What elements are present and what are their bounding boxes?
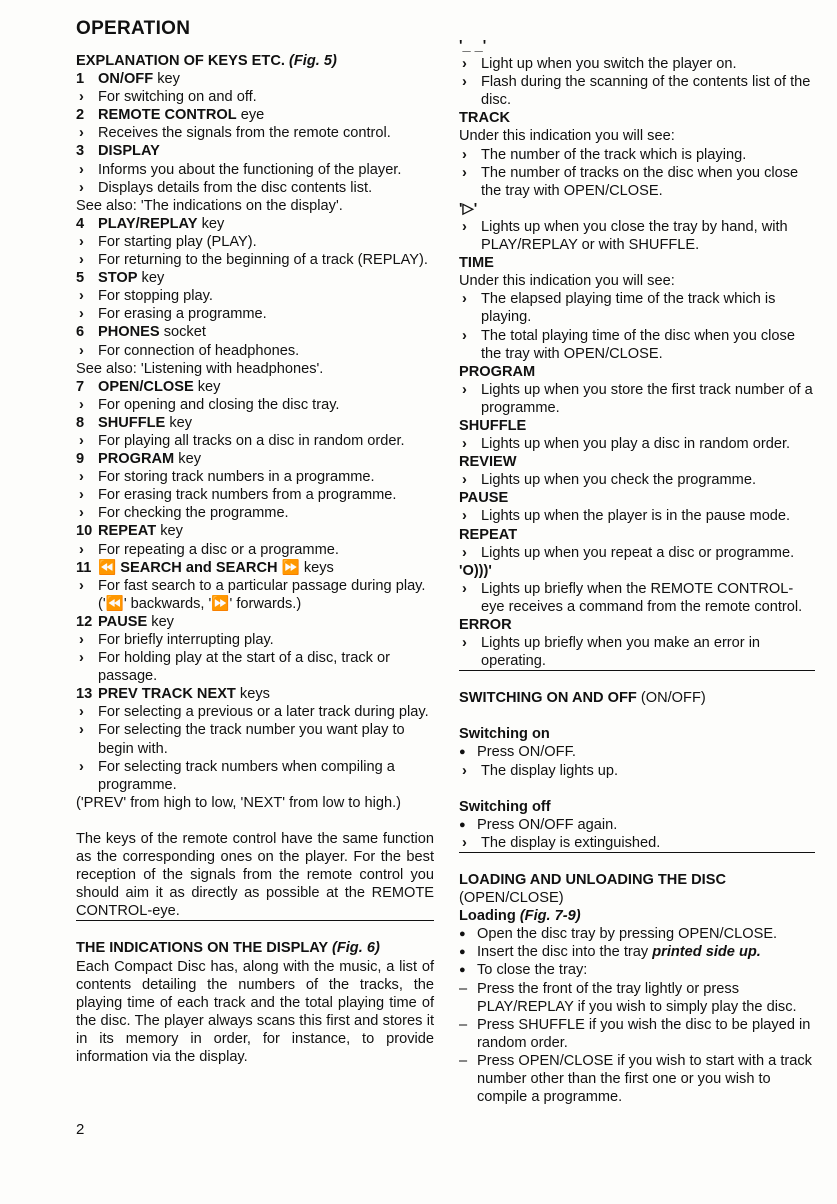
key-item	[76, 215, 434, 233]
indicator-label: REVIEW	[459, 454, 517, 471]
key-name: PREV TRACK NEXT	[98, 686, 236, 703]
page-title: OPERATION	[76, 18, 191, 39]
key-name: PHONES	[98, 324, 160, 341]
key-item	[76, 378, 434, 396]
keys-heading: EXPLANATION OF KEYS ETC. (Fig. 5)	[76, 53, 337, 69]
indicator-note: › Lights up when the player is in the pause mode.	[459, 507, 815, 525]
loading-dash-list	[459, 980, 815, 1107]
key-item	[76, 559, 434, 577]
key-number: 3	[76, 143, 85, 160]
key-item	[76, 70, 434, 88]
indicator-note: › Lights up when you store the first track number of a programme.	[459, 381, 815, 417]
switching-heading: SWITCHING ON AND OFF (ON/OFF)	[459, 690, 706, 707]
switching-on-note: › The display lights up.	[459, 762, 815, 780]
indicator-label: REPEAT	[459, 526, 518, 543]
key-name: REMOTE CONTROL	[98, 107, 237, 124]
switching-on-step: ● Press ON/OFF.	[459, 743, 815, 761]
key-note: › For selecting a previous or a later track during play.	[76, 703, 434, 721]
indicator-note: › Lights up when you check the programme.	[459, 471, 815, 489]
key-number: 7	[76, 378, 85, 395]
key-note: › For playing all tracks on a disc in random order.	[76, 432, 434, 450]
keys-list	[76, 70, 434, 812]
key-name: DISPLAY	[98, 143, 160, 160]
key-suffix: keys	[303, 559, 334, 576]
key-number: 2	[76, 107, 85, 124]
key-name: PAUSE	[98, 613, 148, 630]
key-note: › Receives the signals from the remote control.	[76, 124, 434, 142]
indicator-note: › The number of tracks on the disc when you close the tray with OPEN/CLOSE.	[459, 164, 815, 200]
key-suffix: keys	[239, 686, 270, 703]
key-note: › For fast search to a particular passage during play. ('⏪' backwards, '⏩' forwards.)	[76, 577, 434, 613]
key-item	[76, 685, 434, 703]
key-suffix: key	[169, 414, 193, 431]
loading-heading-sub: (OPEN/CLOSE)	[459, 890, 564, 907]
indicator-label: 'O)))'	[459, 562, 492, 579]
indicator-note: › The elapsed playing time of the track which is playing.	[459, 290, 815, 326]
indicator-note: › Lights up when you play a disc in random order.	[459, 435, 815, 453]
indicator-note: › Lights up briefly when the REMOTE CONTROL-eye receives a command from the remote control.	[459, 580, 815, 616]
key-suffix: key	[141, 270, 165, 287]
page-number: 2	[76, 1121, 85, 1138]
key-item	[76, 613, 434, 631]
loading-step-3: ● To close the tray:	[459, 961, 815, 979]
left-column	[76, 18, 434, 1066]
key-item	[76, 269, 434, 287]
key-number: 12	[76, 613, 93, 630]
switching-on-heading: Switching on	[459, 726, 550, 743]
key-see-also: See also: 'The indications on the display'.	[76, 197, 343, 214]
key-number: 10	[76, 523, 93, 540]
loading-step-1: ● Open the disc tray by pressing OPEN/CLOSE.	[459, 925, 815, 943]
key-note: › For erasing a programme.	[76, 305, 434, 323]
loading-dash-item: – Press OPEN/CLOSE if you wish to start with a track number other than the first one or you wish to compile a programme.	[459, 1052, 815, 1106]
indications-paragraph: Each Compact Disc has, along with the music, a list of contents detailing the numbers of the tracks, the playing time of each track and the total playing time of the disc. The player always scans this first and stores it in its memory in order, for instance, to provide information via the display.	[76, 958, 434, 1065]
key-see-also: See also: 'Listening with headphones'.	[76, 360, 324, 377]
key-note: › For connection of headphones.	[76, 342, 434, 360]
indicator-note: › Lights up when you close the tray by hand, with PLAY/REPLAY or with SHUFFLE.	[459, 218, 815, 254]
indicator-label: PAUSE	[459, 490, 509, 507]
indicator-intro: Under this indication you will see:	[459, 273, 675, 290]
indicator-note: › Flash during the scanning of the contents list of the disc.	[459, 73, 815, 109]
key-suffix: key	[201, 215, 225, 232]
indicator-intro: Under this indication you will see:	[459, 128, 675, 145]
key-item	[76, 142, 434, 160]
indicator-label: '▷'	[459, 200, 478, 217]
indicator-label: '_ _'	[459, 38, 487, 54]
key-item	[76, 414, 434, 432]
loading-step-2: ● Insert the disc into the tray printed side up.	[459, 943, 815, 961]
indicator-label: TRACK	[459, 110, 511, 127]
indicator-note: › Lights up briefly when you make an error in operating.	[459, 634, 815, 670]
indications-heading: THE INDICATIONS ON THE DISPLAY (Fig. 6)	[76, 940, 380, 957]
switching-off-heading: Switching off	[459, 798, 551, 815]
key-note: › Displays details from the disc contents list.	[76, 179, 434, 197]
key-suffix: key	[178, 451, 201, 468]
indicator-label: SHUFFLE	[459, 417, 527, 434]
key-suffix: key	[157, 71, 180, 88]
key-suffix: key	[197, 378, 221, 395]
indicator-note: › Light up when you switch the player on.	[459, 55, 815, 73]
key-note: › For checking the programme.	[76, 504, 434, 522]
key-name: REPEAT	[98, 523, 157, 540]
key-suffix: socket	[163, 324, 206, 341]
key-name: STOP	[98, 270, 138, 287]
loading-dash-item: – Press SHUFFLE if you wish the disc to be played in random order.	[459, 1016, 815, 1052]
key-item	[76, 522, 434, 540]
key-suffix: key	[160, 523, 183, 540]
key-see-also: ('PREV' from high to low, 'NEXT' from low to high.)	[76, 794, 402, 811]
key-number: 1	[76, 71, 85, 88]
key-item	[76, 450, 434, 468]
key-note: › For storing track numbers in a programme.	[76, 468, 434, 486]
key-suffix: key	[151, 613, 174, 630]
remote-paragraph: The keys of the remote control have the same function as the corresponding ones on the player. For the best reception of the signals from the remote control you should aim it as directly as possible at the REMOTE CONTROL-eye.	[76, 830, 434, 921]
indicator-label: TIME	[459, 255, 494, 272]
key-note: › For stopping play.	[76, 287, 434, 305]
key-name: OPEN/CLOSE	[98, 378, 194, 395]
key-name: ON/OFF	[98, 71, 154, 88]
indicator-label: ERROR	[459, 617, 512, 633]
key-note: › For briefly interrupting play.	[76, 631, 434, 649]
key-note: › For erasing track numbers from a programme.	[76, 486, 434, 504]
indicator-note: › Lights up when you repeat a disc or programme.	[459, 544, 815, 562]
key-number: 8	[76, 414, 85, 431]
key-name: SHUFFLE	[98, 414, 166, 431]
key-item	[76, 106, 434, 124]
key-number: 9	[76, 451, 85, 468]
key-note: › For opening and closing the disc tray.	[76, 396, 434, 414]
key-note: › For returning to the beginning of a track (REPLAY).	[76, 251, 434, 269]
key-name: ⏪ SEARCH and SEARCH ⏩	[98, 559, 300, 576]
key-number: 5	[76, 270, 85, 287]
right-column	[459, 37, 815, 1106]
key-name: PROGRAM	[98, 451, 175, 468]
key-note: › For switching on and off.	[76, 88, 434, 106]
indicator-note: › The number of the track which is playing.	[459, 146, 815, 164]
key-suffix: eye	[240, 107, 265, 124]
key-note: › For holding play at the start of a disc, track or passage.	[76, 649, 434, 685]
key-note: › For starting play (PLAY).	[76, 233, 434, 251]
key-number: 6	[76, 324, 85, 341]
key-note: › For selecting the track number you want play to begin with.	[76, 721, 434, 757]
indicator-note: › The total playing time of the disc when you close the tray with OPEN/CLOSE.	[459, 327, 815, 363]
key-name: PLAY/REPLAY	[98, 215, 198, 232]
loading-heading: LOADING AND UNLOADING THE DISC	[459, 871, 727, 888]
key-number: 11	[76, 559, 92, 576]
loading-subheading: Loading (Fig. 7-9)	[459, 908, 581, 925]
loading-dash-item: – Press the front of the tray lightly or press PLAY/REPLAY if you wish to simply play the disc.	[459, 980, 815, 1016]
indicators-list	[459, 37, 815, 671]
key-item	[76, 323, 434, 341]
switching-off-note: › The display is extinguished.	[459, 834, 815, 853]
key-note: › Informs you about the functioning of the player.	[76, 161, 434, 179]
switching-off-step: ● Press ON/OFF again.	[459, 816, 815, 834]
key-note: › For selecting track numbers when compiling a programme.	[76, 758, 434, 794]
key-number: 13	[76, 686, 93, 703]
key-number: 4	[76, 215, 85, 232]
indicator-label: PROGRAM	[459, 363, 536, 380]
key-note: › For repeating a disc or a programme.	[76, 541, 434, 559]
